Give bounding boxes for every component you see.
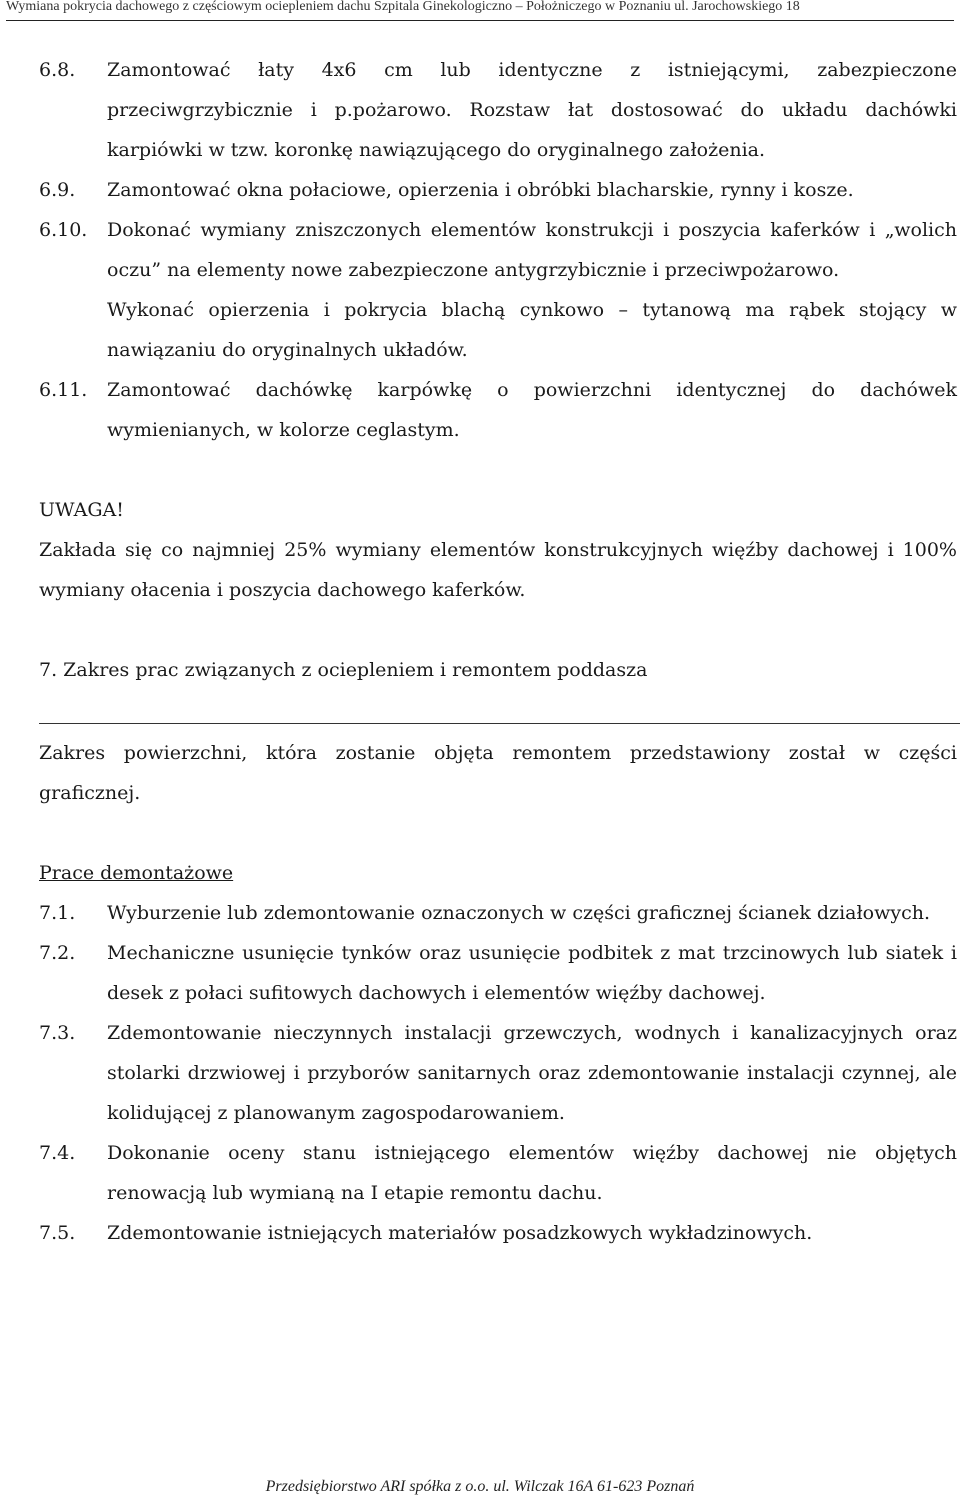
item-number: 7.4.	[39, 1142, 76, 1164]
text-line: Mechaniczne usunięcie tynków oraz usunięcie podbitek z mat trzcinowych lub siatek i	[107, 942, 957, 964]
page-footer: Przedsiębiorstwo ARI spółka z o.o. ul. Wilczak 16A 61-623 Poznań	[265, 1478, 695, 1495]
text-line: przeciwgrzybicznie i p.pożarowo. Rozstaw łat dostosować do układu dachówki	[107, 99, 957, 121]
section-intro	[39, 733, 957, 813]
item-text	[107, 1213, 957, 1253]
text-line: Zakłada się co najmniej 25% wymiany elementów konstrukcyjnych więźby dachowej i 100%	[39, 539, 957, 561]
item-number: 7.5.	[39, 1222, 76, 1244]
text-line: oczu” na elementy nowe zabezpieczone antygrzybicznie i przeciwpożarowo.	[107, 259, 840, 281]
text-line: kolidującej z planowanym zagospodarowaniem.	[107, 1102, 565, 1124]
heading-divider	[39, 723, 960, 724]
item-text	[107, 1013, 957, 1133]
text-line: desek z połaci sufitowych dachowych i elementów więźby dachowej.	[107, 982, 766, 1004]
item-text	[107, 370, 957, 450]
text-line: nawiązaniu do oryginalnych układów.	[107, 339, 468, 361]
item-text	[107, 933, 957, 1013]
list-item-6-11	[39, 370, 957, 450]
text-line: Zamontować łaty 4x6 cm lub identyczne z istniejącymi, zabezpieczone	[107, 59, 957, 81]
text-line: wymienianych, w kolorze ceglastym.	[107, 419, 460, 441]
text-line: wymiany ołacenia i poszycia dachowego kaferków.	[39, 579, 526, 601]
item-text	[107, 50, 957, 170]
text-line: Zamontować okna połaciowe, opierzenia i obróbki blacharskie, rynny i kosze.	[107, 179, 854, 201]
text-line: graficznej.	[39, 782, 141, 804]
item-text	[107, 210, 957, 370]
item-number: 7.1.	[39, 902, 76, 924]
list-item-6-9	[39, 170, 957, 210]
item-number: 6.9.	[39, 179, 76, 201]
item-number: 6.10.	[39, 219, 88, 241]
text-line: Zdemontowanie nieczynnych instalacji grzewczych, wodnych i kanalizacyjnych oraz	[107, 1022, 957, 1044]
text-line: karpiówki w tzw. koronkę nawiązującego do oryginalnego założenia.	[107, 139, 766, 161]
text-line: Zdemontowanie istniejących materiałów posadzkowych wykładzinowych.	[107, 1222, 813, 1244]
item-text	[107, 1133, 957, 1213]
text-line: Wykonać opierzenia i pokrycia blachą cynkowo – tytanową ma rąbek stojący w	[107, 299, 957, 321]
section-heading: 7. Zakres prac związanych z ociepleniem i remontem poddasza	[39, 659, 648, 681]
item-number: 7.2.	[39, 942, 76, 964]
list-item-7-3	[39, 1013, 957, 1133]
item-number: 7.3.	[39, 1022, 76, 1044]
list-item-6-10	[39, 210, 957, 370]
text-line: Dokonać wymiany zniszczonych elementów konstrukcji i poszycia kaferków i „wolich	[107, 219, 957, 241]
note-body	[39, 530, 957, 610]
text-line: Zamontować dachówkę karpówkę o powierzchni identycznej do dachówek	[107, 379, 957, 401]
text-line: Dokonanie oceny stanu istniejącego elementów więźby dachowej nie objętych	[107, 1142, 957, 1164]
text-line: Zakres powierzchni, która zostanie objęta remontem przedstawiony został w części	[39, 742, 957, 764]
list-item-7-1	[39, 893, 957, 933]
list-item-7-5	[39, 1213, 957, 1253]
subheading: Prace demontażowe	[39, 862, 234, 884]
note-title: UWAGA!	[39, 499, 124, 521]
list-item-6-8	[39, 50, 957, 170]
list-item-7-4	[39, 1133, 957, 1213]
text-line: renowacją lub wymianą na I etapie remontu dachu.	[107, 1182, 603, 1204]
item-number: 6.8.	[39, 59, 76, 81]
list-item-7-2	[39, 933, 957, 1013]
text-line: stolarki drzwiowej i przyborów sanitarnych oraz zdemontowanie instalacji czynnej, ale	[107, 1062, 957, 1084]
text-line: Wyburzenie lub zdemontowanie oznaczonych w części graficznej ścianek działowych.	[107, 902, 930, 924]
running-header: Wymiana pokrycia dachowego z częściowym ociepleniem dachu Szpitala Ginekologiczno – Położniczego w Poznaniu ul. Jarochowskiego 18	[6, 0, 954, 21]
item-text	[107, 170, 957, 210]
item-text	[107, 893, 957, 933]
item-number: 6.11.	[39, 379, 88, 401]
